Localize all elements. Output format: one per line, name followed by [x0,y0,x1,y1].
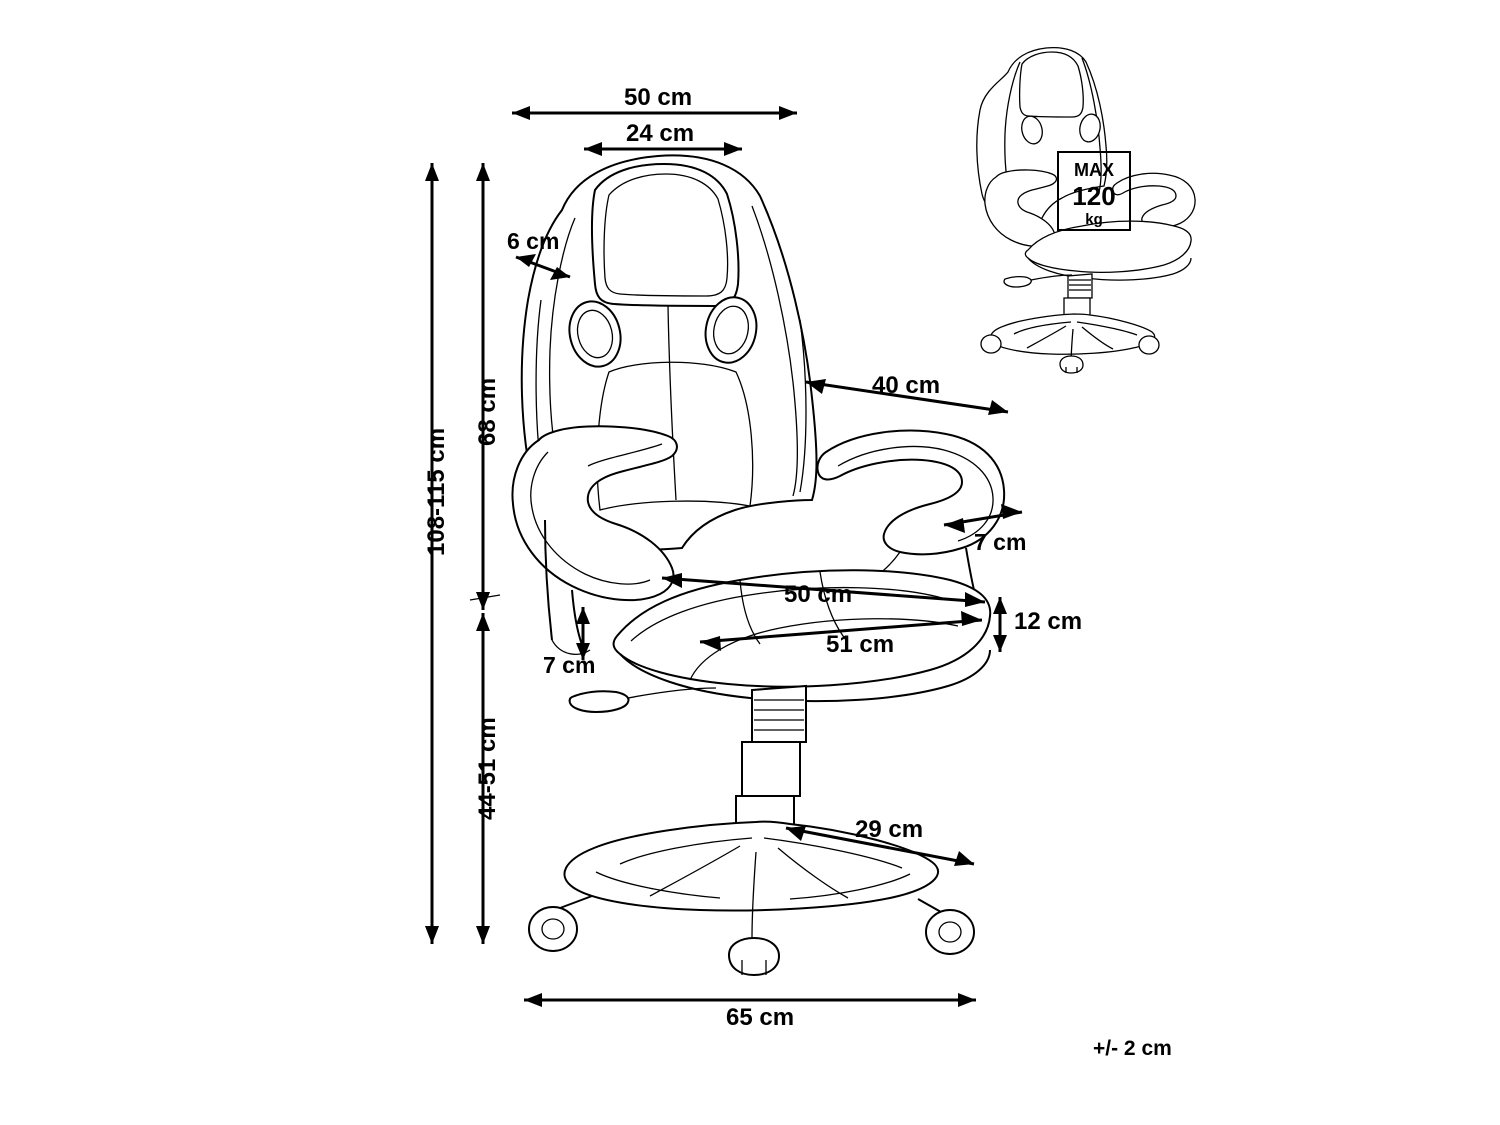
tolerance-note: +/- 2 cm [1093,1037,1172,1060]
dim-label-backrest-height: 68 cm [474,377,501,446]
chair-max-load-view [977,48,1195,373]
dim-label-overall-width-top: 50 cm [624,84,693,111]
chair-main-view [512,155,1004,975]
dim-label-seat-width: 50 cm [784,581,853,608]
dim-label-seat-depth: 51 cm [826,631,895,658]
dim-label-armrest-height: 7 cm [543,652,596,678]
dim-label-seat-thickness: 12 cm [1014,608,1083,635]
dim-label-armrest-depth: 40 cm [872,372,941,399]
dim-label-total-height: 108-115 cm [423,427,450,556]
dim-label-headrest-thickness: 6 cm [507,228,560,254]
max-load-value: 120 [1072,181,1116,211]
dim-label-seat-height: 44-51 cm [474,717,501,820]
dim-label-backrest-width: 24 cm [626,120,695,147]
dim-label-armrest-width: 7 cm [974,529,1027,555]
max-load-prefix: MAX [1074,160,1114,180]
max-load-unit: kg [1085,211,1103,228]
dim-label-base-radius: 29 cm [855,816,924,843]
dim-label-base-width: 65 cm [726,1004,795,1031]
